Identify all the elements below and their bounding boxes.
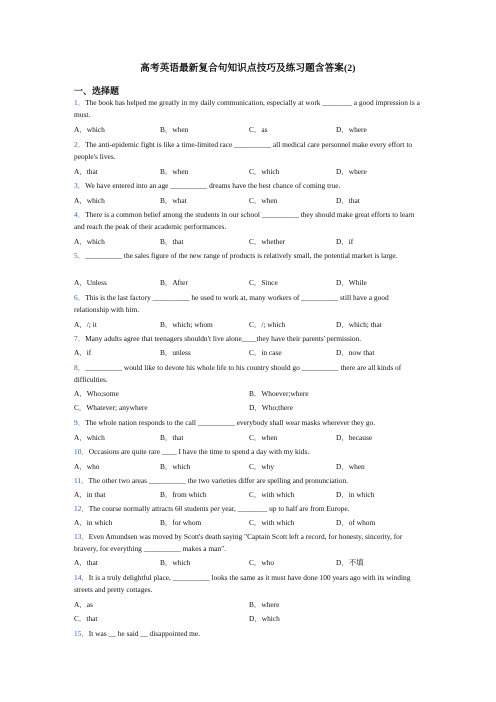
question-1 bbox=[74, 97, 424, 122]
question-text: It is a truly delightful place, __________ looks the same as it must have done 100 years ago with its winding streets and pretty cottages. bbox=[74, 573, 411, 595]
question-15 bbox=[74, 628, 424, 640]
option-b[interactable]: B．which bbox=[160, 558, 191, 567]
option-b[interactable]: B．when bbox=[160, 125, 189, 134]
options-3 bbox=[74, 195, 424, 207]
options-14-row2 bbox=[74, 613, 424, 625]
question-text: Many adults agree that teenagers shouldn't live alone____they have their parents' permission. bbox=[85, 334, 362, 343]
question-13 bbox=[74, 531, 424, 556]
option-c[interactable]: C．that bbox=[74, 614, 98, 623]
option-d[interactable]: D．While bbox=[336, 278, 367, 287]
question-text: __________ would like to devote his whole life to his country should go __________ there are all kinds of difficulties. bbox=[74, 363, 402, 385]
option-d[interactable]: D．because bbox=[336, 433, 373, 442]
question-7 bbox=[74, 333, 424, 345]
option-d[interactable]: D．不填 bbox=[336, 558, 364, 567]
question-number: 6． bbox=[74, 293, 86, 302]
option-b[interactable]: B．what bbox=[160, 196, 187, 205]
section-heading: 一、选择题 bbox=[74, 86, 120, 96]
option-a[interactable]: A．which bbox=[74, 196, 105, 205]
options-14-row1 bbox=[74, 599, 424, 611]
question-text: There is a common belief among the students in our school __________ they should make great efforts to learn and reach the peak of their academic performances. bbox=[74, 210, 415, 232]
option-c[interactable]: C．why bbox=[249, 462, 275, 471]
question-number: 10． bbox=[74, 447, 89, 456]
option-a[interactable]: A．/; it bbox=[74, 320, 97, 329]
options-10 bbox=[74, 461, 424, 473]
options-1 bbox=[74, 124, 424, 136]
option-b[interactable]: B．which; whom bbox=[160, 320, 213, 329]
option-d[interactable]: D．now that bbox=[336, 348, 375, 357]
question-number: 3． bbox=[74, 181, 86, 190]
question-number: 5． bbox=[74, 251, 86, 260]
option-b[interactable]: B．from which bbox=[160, 490, 207, 499]
question-3 bbox=[74, 180, 424, 192]
option-d[interactable]: D．if bbox=[336, 237, 354, 246]
question-number: 11． bbox=[74, 476, 89, 485]
option-b[interactable]: B．for whom bbox=[160, 518, 202, 527]
option-b[interactable]: B．unless bbox=[160, 348, 191, 357]
question-12 bbox=[74, 503, 424, 515]
option-b[interactable]: B．Whoever;where bbox=[249, 389, 309, 398]
question-number: 4． bbox=[74, 210, 86, 219]
question-number: 1． bbox=[74, 98, 86, 107]
question-number: 13． bbox=[74, 532, 89, 541]
option-c[interactable]: C．who bbox=[249, 558, 275, 567]
question-text: The whole nation responds to the call __________ everybody shall wear masks wherever they go. bbox=[85, 418, 376, 427]
option-b[interactable]: B．where bbox=[249, 600, 280, 609]
option-d[interactable]: D．where bbox=[336, 125, 367, 134]
question-text: The anti-epidemic fight is like a time-limited race __________ all medical care personnel make every effort to people's lives. bbox=[74, 140, 413, 162]
question-number: 14． bbox=[74, 573, 89, 582]
option-a[interactable]: A．in that bbox=[74, 490, 106, 499]
question-number: 2． bbox=[74, 140, 86, 149]
option-c[interactable]: C．/; which bbox=[249, 320, 286, 329]
option-b[interactable]: B．After bbox=[160, 278, 188, 287]
option-d[interactable]: D．in which bbox=[336, 490, 375, 499]
question-11 bbox=[74, 475, 424, 487]
option-d[interactable]: D．that bbox=[336, 196, 360, 205]
question-9 bbox=[74, 417, 424, 429]
option-c[interactable]: C．with which bbox=[249, 490, 295, 499]
question-number: 12． bbox=[74, 504, 89, 513]
option-b[interactable]: B．that bbox=[160, 433, 184, 442]
question-number: 9． bbox=[74, 418, 86, 427]
question-text: The course normally attracts 60 students per year, ________ up to half are from Europe. bbox=[88, 504, 350, 513]
option-a[interactable]: A．who bbox=[74, 462, 100, 471]
question-14 bbox=[74, 572, 424, 597]
options-2 bbox=[74, 166, 424, 178]
question-text: It was __ he said __ disappointed me. bbox=[88, 629, 201, 638]
question-text: The book has helped me greatly in my daily communication, especially at work ________ a good impression is a must. bbox=[74, 98, 420, 120]
option-a[interactable]: A．Who;some bbox=[74, 389, 119, 398]
option-b[interactable]: B．which bbox=[160, 462, 191, 471]
options-5 bbox=[74, 277, 424, 289]
option-c[interactable]: C．which bbox=[249, 167, 280, 176]
options-6 bbox=[74, 319, 424, 331]
question-text: The other two areas __________ the two varieties differ are spelling and pronunciation. bbox=[88, 476, 348, 485]
option-c[interactable]: C．as bbox=[249, 125, 268, 134]
option-a[interactable]: A．that bbox=[74, 167, 98, 176]
page-title: 高考英语最新复合句知识点技巧及练习题含答案(2) bbox=[140, 64, 356, 74]
options-11 bbox=[74, 489, 424, 501]
option-c[interactable]: C．whether bbox=[249, 237, 286, 246]
question-text: Occasions are quite rare ____ I have the time to spend a day with my kids. bbox=[88, 447, 310, 456]
question-5 bbox=[74, 250, 424, 262]
option-c[interactable]: C．with which bbox=[249, 518, 295, 527]
options-9 bbox=[74, 432, 424, 444]
option-b[interactable]: B．when bbox=[160, 167, 189, 176]
option-d[interactable]: D．Who;there bbox=[249, 403, 293, 412]
question-text: This is the last factory __________ he used to work at, many workers of __________ still have a good relationship with him. bbox=[74, 293, 389, 315]
option-a[interactable]: A．if bbox=[74, 348, 92, 357]
option-a[interactable]: A．that bbox=[74, 558, 98, 567]
options-8-row1 bbox=[74, 388, 424, 400]
options-4 bbox=[74, 236, 424, 248]
option-c[interactable]: C．when bbox=[249, 433, 278, 442]
options-13 bbox=[74, 557, 424, 569]
question-text: We have entered into an age __________ dreams have the best chance of coming true. bbox=[85, 181, 341, 190]
question-4 bbox=[74, 209, 424, 234]
option-c[interactable]: C．when bbox=[249, 196, 278, 205]
option-a[interactable]: A．in which bbox=[74, 518, 113, 527]
question-6 bbox=[74, 292, 424, 317]
question-text: __________ the sales figure of the new range of products is relatively small, the potential market is large. bbox=[85, 251, 398, 260]
options-8-row2 bbox=[74, 402, 424, 414]
option-c[interactable]: C．in case bbox=[249, 348, 282, 357]
option-c[interactable]: C．Since bbox=[249, 278, 278, 287]
option-a[interactable]: A．as bbox=[74, 600, 93, 609]
option-a[interactable]: A．Unless bbox=[74, 278, 107, 287]
question-10 bbox=[74, 446, 424, 458]
question-number: 7． bbox=[74, 334, 86, 343]
option-a[interactable]: A．which bbox=[74, 433, 105, 442]
option-d[interactable]: D．where bbox=[336, 167, 367, 176]
option-a[interactable]: A．which bbox=[74, 237, 105, 246]
options-12 bbox=[74, 517, 424, 529]
option-d[interactable]: D．which; that bbox=[336, 320, 382, 329]
question-2 bbox=[74, 139, 424, 164]
question-number: 8． bbox=[74, 363, 86, 372]
option-d[interactable]: D．of whom bbox=[336, 518, 376, 527]
option-b[interactable]: B．that bbox=[160, 237, 184, 246]
question-number: 15． bbox=[74, 629, 89, 638]
option-a[interactable]: A．which bbox=[74, 125, 105, 134]
option-d[interactable]: D．when bbox=[336, 462, 365, 471]
question-text: Even Amundsen was moved by Scott's death saying "Captain Scott left a record, for honesty, sincerity, for bravery, for everything __________ makes a man". bbox=[74, 532, 403, 554]
option-c[interactable]: C．Whatever; anywhere bbox=[74, 403, 148, 412]
question-8 bbox=[74, 362, 424, 387]
options-7 bbox=[74, 347, 424, 359]
option-d[interactable]: D．which bbox=[249, 614, 280, 623]
